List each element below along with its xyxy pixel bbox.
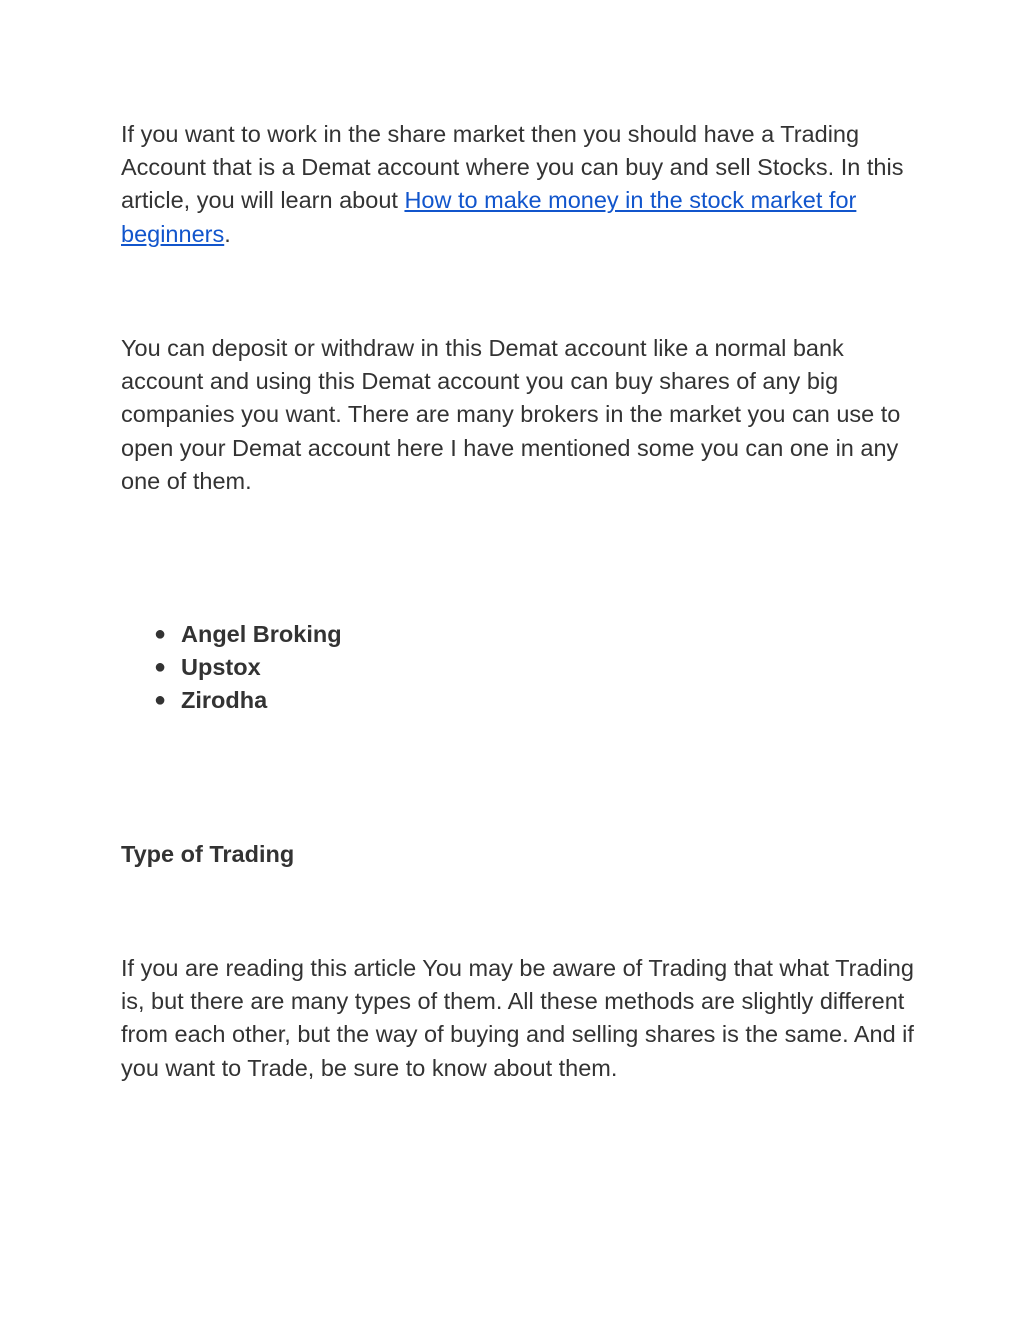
broker-name: Upstox: [181, 654, 261, 681]
broker-name: Zirodha: [181, 687, 268, 714]
list-item: [121, 651, 342, 684]
section-heading: Type of Trading: [121, 841, 295, 867]
trading-types-paragraph: If you are reading this article You may be aware of Trading that what Trading is, but there are many types of them. All these methods are slightly different from each other, but the way of buying and selling shares is the same. And if you want to Trade, be sure to know about them.: [121, 955, 914, 1081]
broker-list: [121, 618, 342, 718]
bullet-icon: ●: [154, 623, 167, 645]
stock-market-beginners-link[interactable]: How to make money in the stock market for beginners: [121, 187, 857, 247]
intro-period: .: [224, 220, 231, 247]
bullet-icon: ●: [154, 689, 167, 712]
list-item: [121, 618, 342, 651]
intro-paragraph: [121, 118, 921, 251]
bullet-icon: ●: [154, 656, 167, 679]
intro-text: If you want to work in the share market then you should have a Trading Account that is a Demat account where you can buy and sell Stocks. In this article, you will learn about: [121, 121, 904, 214]
broker-name: Angel Broking: [181, 621, 342, 647]
list-item: [121, 684, 342, 717]
demat-paragraph: You can deposit or withdraw in this Demat account like a normal bank account and using this Demat account you can buy shares of any big companies you want. There are many brokers in the market you can use to open your Demat account here I have mentioned some you can one in any one of them.: [121, 335, 901, 494]
